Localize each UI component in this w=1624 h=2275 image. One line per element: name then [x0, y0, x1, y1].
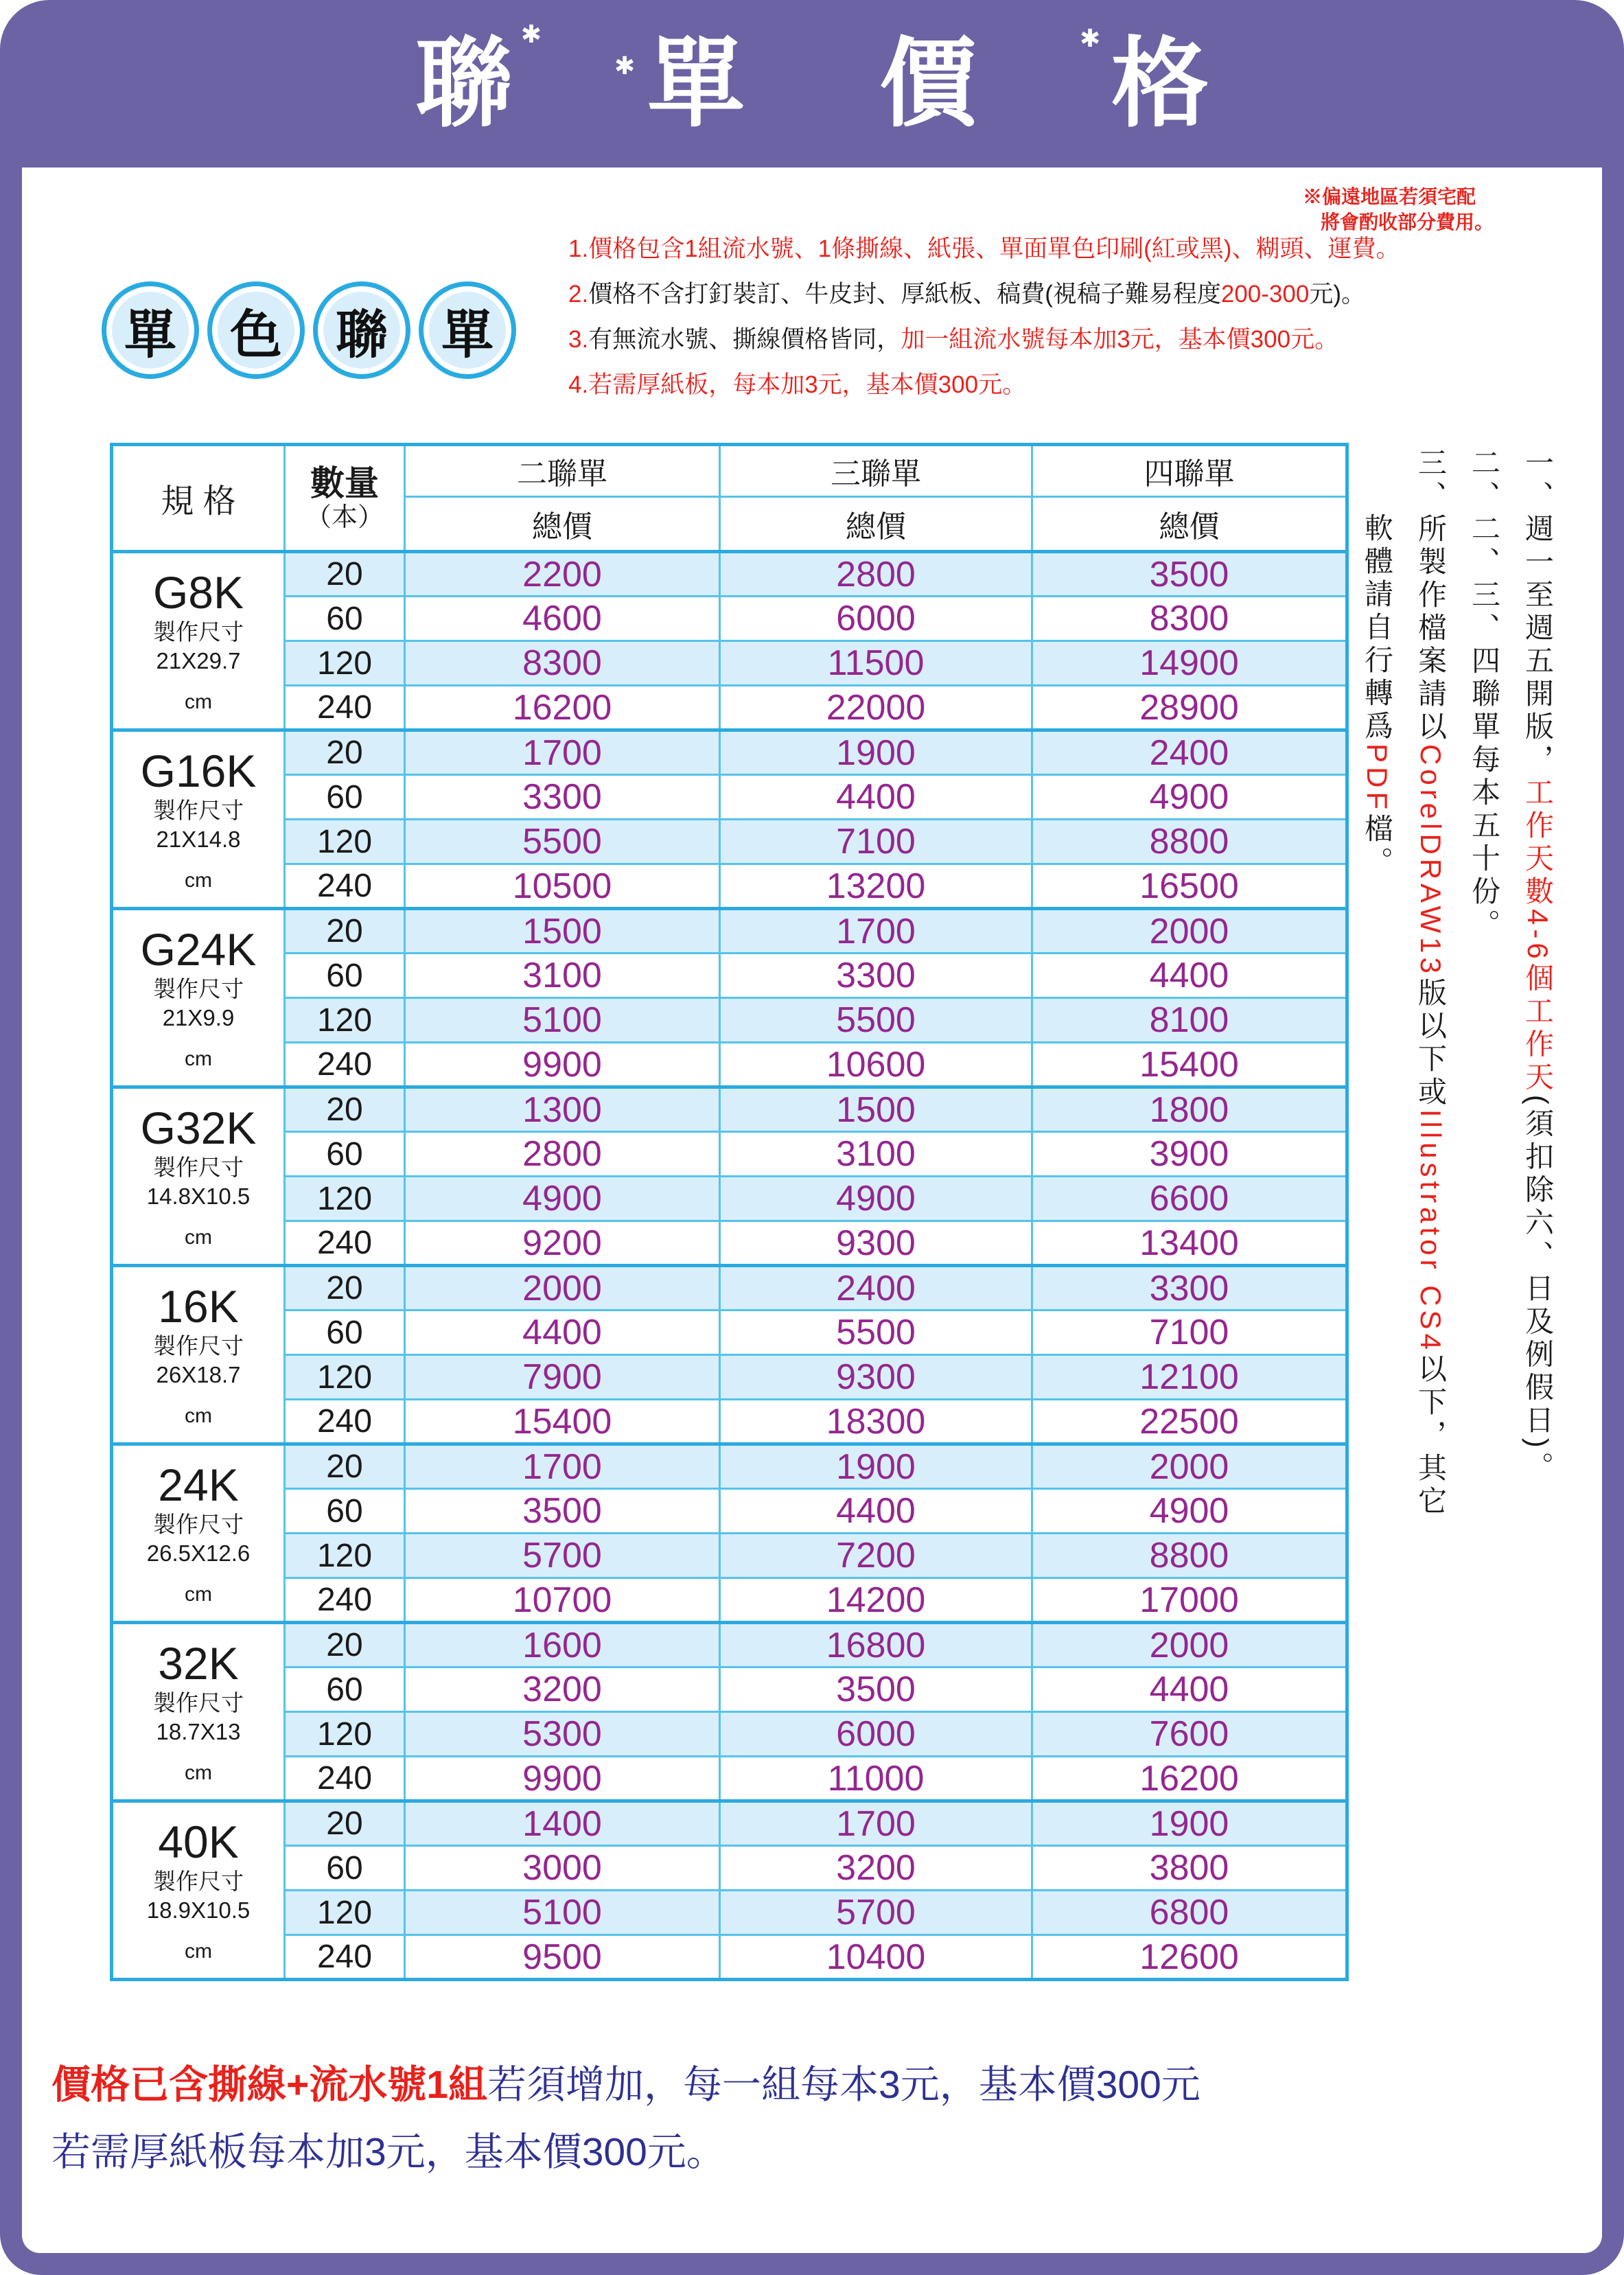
spec-cell: [112, 1444, 285, 1623]
qty-cell: 240: [285, 1578, 405, 1623]
price-cell: 7600: [1032, 1712, 1347, 1757]
price-cell: 3000: [405, 1846, 720, 1891]
price-cell: 6600: [1032, 1177, 1347, 1221]
price-cell: 2000: [1032, 1444, 1347, 1489]
qty-cell: 60: [285, 1846, 405, 1891]
spec-section-32k: [112, 1623, 1347, 1801]
spec-section-16k: [112, 1266, 1347, 1444]
side-note-1: [1511, 448, 1564, 1745]
side-note-highlight: PDF: [1361, 743, 1393, 813]
spec-size: 18.9X10.5: [146, 1897, 251, 1923]
footer-line-1: [51, 2051, 1200, 2118]
note-text-highlight: 加一組流水號每本加3元，基本價300元。: [901, 326, 1339, 353]
spec-size-label: 製作尺寸: [153, 1689, 244, 1716]
spec-name: G24K: [140, 923, 257, 975]
badge-circle: [207, 281, 305, 379]
note-line-4: [568, 362, 1529, 408]
spec-size: 18.7X13: [156, 1718, 241, 1744]
side-note-3: [1404, 448, 1457, 1745]
price-cell: 3300: [405, 775, 720, 820]
badge-circle: [313, 281, 410, 379]
price-cell: 7100: [720, 820, 1032, 864]
table-row: [112, 1712, 1347, 1757]
table-row: [112, 1891, 1347, 1935]
spec-name: 32K: [158, 1637, 239, 1689]
price-cell: 1500: [720, 1087, 1032, 1132]
title-char-text: 格: [1111, 30, 1209, 139]
price-cell: 4900: [1032, 1489, 1347, 1534]
price-cell: 1600: [405, 1623, 720, 1667]
table-row: [112, 552, 1347, 597]
table-row: [112, 1087, 1347, 1132]
price-cell: 4400: [1032, 954, 1347, 998]
price-cell: 4900: [405, 1177, 720, 1221]
spec-size-label: 製作尺寸: [153, 1332, 244, 1359]
qty-cell: 60: [285, 775, 405, 820]
note-line-2: [568, 272, 1529, 317]
spec-name: 40K: [158, 1816, 239, 1867]
table-row: [112, 1400, 1347, 1444]
price-cell: 11000: [720, 1757, 1032, 1801]
price-cell: 22000: [720, 686, 1032, 730]
qty-cell: 240: [285, 1935, 405, 1980]
price-cell: 12600: [1032, 1935, 1347, 1980]
spec-section-g24k: [112, 909, 1347, 1087]
price-cell: 7900: [405, 1355, 720, 1400]
table-row: [112, 1935, 1347, 1980]
qty-cell: 240: [285, 1221, 405, 1266]
spec-unit: cm: [185, 868, 212, 892]
category-badges: [102, 281, 516, 379]
price-cell: 3100: [720, 1132, 1032, 1177]
price-cell: 2400: [1032, 730, 1347, 775]
qty-cell: 240: [285, 1400, 405, 1444]
qty-cell: 20: [285, 909, 405, 954]
footer-text: 若須增加，每一組每本3元，基本價300元: [487, 2063, 1200, 2107]
table-row: [112, 775, 1347, 820]
qty-cell: 20: [285, 1087, 405, 1132]
spec-name: 24K: [158, 1459, 239, 1510]
table-row: [112, 864, 1347, 909]
price-cell: 9900: [405, 1043, 720, 1087]
price-cell: 3200: [405, 1667, 720, 1712]
badge-char: 單: [441, 305, 494, 365]
qty-header-text: 數量: [310, 463, 379, 503]
note-line-1: [568, 227, 1529, 272]
price-cell: 3500: [720, 1667, 1032, 1712]
title-char: [1080, 24, 1209, 139]
badge-char: 單: [124, 305, 176, 365]
table-row: [112, 1623, 1347, 1667]
price-cell: 9200: [405, 1221, 720, 1266]
price-cell: 13200: [720, 864, 1032, 909]
spec-size: 21X14.8: [156, 826, 241, 852]
price-cell: 6000: [720, 597, 1032, 641]
table-row: [112, 1177, 1347, 1221]
price-cell: 11500: [720, 641, 1032, 686]
spec-section-24k: [112, 1444, 1347, 1623]
spec-section-g32k: [112, 1087, 1347, 1266]
table-row: [112, 1221, 1347, 1266]
qty-cell: 120: [285, 1177, 405, 1221]
table-row: [112, 1667, 1347, 1712]
spec-size: 26.5X12.6: [146, 1540, 251, 1566]
qty-cell: 120: [285, 1712, 405, 1757]
table-row: [112, 1801, 1347, 1846]
side-note-3-continued: [1351, 448, 1403, 1745]
price-cell: 2000: [1032, 1623, 1347, 1667]
qty-cell: 240: [285, 1757, 405, 1801]
page-title: [0, 19, 1624, 150]
spec-unit: cm: [185, 1582, 212, 1606]
note-text-highlight: 200-300: [1220, 281, 1310, 308]
spec-size: 21X9.9: [162, 1004, 235, 1030]
spec-cell: [112, 1087, 285, 1266]
table-row: [112, 1310, 1347, 1355]
price-cell: 3300: [1032, 1266, 1347, 1310]
table-row: [112, 686, 1347, 730]
price-cell: 8300: [405, 641, 720, 686]
qty-cell: 120: [285, 998, 405, 1043]
title-char: [614, 30, 745, 139]
price-cell: 16500: [1032, 864, 1347, 909]
table-row: [112, 730, 1347, 775]
price-cell: 8100: [1032, 998, 1347, 1043]
note-number: 2.: [568, 281, 589, 308]
table-row: [112, 909, 1347, 954]
side-note-highlight: Illustrator CS4: [1415, 1109, 1447, 1354]
qty-cell: 240: [285, 686, 405, 730]
side-note-text: 以下，其它: [1415, 1353, 1447, 1518]
side-note-highlight: CorelDRAW13: [1415, 744, 1447, 978]
price-cell: 2800: [405, 1132, 720, 1177]
remote-note-line2: 將會酌收部分費用。: [1321, 211, 1494, 233]
spec-header: 規 格: [112, 445, 285, 552]
spec-size: 26X18.7: [156, 1361, 241, 1387]
table-row: [112, 1266, 1347, 1310]
price-cell: 3300: [720, 954, 1032, 998]
price-cell: 5700: [720, 1891, 1032, 1935]
price-cell: 1400: [405, 1801, 720, 1846]
price-cell: 4900: [1032, 775, 1347, 820]
price-cell: 1800: [1032, 1087, 1347, 1132]
price-cell: 16800: [720, 1623, 1032, 1667]
table-row: [112, 1043, 1347, 1087]
note-text: 元)。: [1309, 281, 1365, 308]
price-cell: 5100: [405, 998, 720, 1043]
badge-circle: [419, 281, 516, 379]
note-text: 有無流水號、撕線價格皆同，: [588, 326, 901, 353]
title-char-text: 聯: [415, 30, 513, 139]
note-line-3: [568, 317, 1529, 362]
spec-size: 14.8X10.5: [146, 1183, 251, 1209]
side-note-text: 版以下或: [1415, 977, 1447, 1109]
side-note-2: [1458, 448, 1510, 1745]
price-cell: 2000: [405, 1266, 720, 1310]
price-cell: 4400: [1032, 1667, 1347, 1712]
price-cell: 4900: [720, 1177, 1032, 1221]
footer-line-2: [51, 2118, 1200, 2186]
qty-cell: 60: [285, 1667, 405, 1712]
spec-section-g16k: [112, 730, 1347, 909]
badge-char: 聯: [336, 305, 388, 365]
price-cell: 5500: [405, 820, 720, 864]
price-cell: 3100: [405, 954, 720, 998]
qty-cell: 60: [285, 1310, 405, 1355]
price-cell: 10700: [405, 1578, 720, 1623]
title-char-text: 價: [879, 30, 977, 139]
price-cell: 4600: [405, 597, 720, 641]
duplicate-col-header: 二聯單: [405, 445, 720, 497]
price-cell: 1700: [720, 1801, 1032, 1846]
price-cell: 12100: [1032, 1355, 1347, 1400]
qty-cell: 60: [285, 1132, 405, 1177]
spec-name: G8K: [152, 566, 244, 618]
price-cell: 16200: [1032, 1757, 1347, 1801]
table-row: [112, 1355, 1347, 1400]
side-note-text: 軟體請自行轉爲: [1361, 513, 1393, 743]
side-note-text: (須扣除六、日及例假日)。: [1522, 1094, 1554, 1485]
spec-cell: [112, 1623, 285, 1801]
price-table-header: [112, 445, 1347, 552]
price-cell: 5500: [720, 998, 1032, 1043]
price-cell: 9500: [405, 1935, 720, 1980]
price-cell: 28900: [1032, 686, 1347, 730]
spec-size-label: 製作尺寸: [153, 1511, 244, 1537]
price-cell: 2800: [720, 552, 1032, 597]
table-row: [112, 1534, 1347, 1578]
price-cell: 9300: [720, 1221, 1032, 1266]
note-number: 3.: [568, 326, 589, 353]
price-cell: 1900: [720, 1444, 1032, 1489]
spec-size-label: 製作尺寸: [153, 975, 244, 1002]
spec-name: 16K: [158, 1280, 239, 1332]
price-cell: 5100: [405, 1891, 720, 1935]
table-row: [112, 1444, 1347, 1489]
price-cell: 5300: [405, 1712, 720, 1757]
price-table: [110, 443, 1349, 1981]
price-cell: 18300: [720, 1400, 1032, 1444]
qty-cell: 60: [285, 597, 405, 641]
table-row: [112, 954, 1347, 998]
table-row: [112, 1846, 1347, 1891]
terms-notes: [568, 227, 1529, 408]
table-row: [112, 998, 1347, 1043]
qty-cell: 240: [285, 1043, 405, 1087]
price-cell: 3200: [720, 1846, 1032, 1891]
side-notes: [1349, 448, 1564, 1745]
qty-cell: 20: [285, 1623, 405, 1667]
spec-cell: [112, 552, 285, 730]
qty-header-unit: （本）: [305, 503, 384, 532]
price-cell: 15400: [405, 1400, 720, 1444]
price-cell: 10400: [720, 1935, 1032, 1980]
spec-cell: [112, 1266, 285, 1444]
side-note-highlight: 工作天數4-6個工作天: [1522, 777, 1554, 1095]
spec-unit: cm: [185, 1225, 212, 1249]
price-cell: 2000: [1032, 909, 1347, 954]
side-note-text: 檔。: [1361, 813, 1393, 879]
remote-note-line1: ※偏遠地區若須宅配: [1303, 186, 1476, 207]
price-cell: 1900: [1032, 1801, 1347, 1846]
price-cell: 22500: [1032, 1400, 1347, 1444]
table-row: [112, 1489, 1347, 1534]
price-cell: 10600: [720, 1043, 1032, 1087]
spec-size: 21X29.7: [156, 647, 241, 673]
price-cell: 16200: [405, 686, 720, 730]
sparkle-icon: ✱: [1080, 24, 1101, 52]
side-note-text: 二、二、三、四聯單每本五十份。: [1468, 448, 1500, 942]
qty-cell: 20: [285, 1801, 405, 1846]
sparkle-icon: ✱: [614, 51, 636, 80]
price-cell: 3500: [405, 1489, 720, 1534]
price-cell: 1500: [405, 909, 720, 954]
price-cell: 5500: [720, 1310, 1032, 1355]
price-cell: 6000: [720, 1712, 1032, 1757]
table-row: [112, 597, 1347, 641]
qty-cell: 20: [285, 1444, 405, 1489]
qty-cell: 20: [285, 1266, 405, 1310]
price-cell: 3800: [1032, 1846, 1347, 1891]
price-cell: 9300: [720, 1355, 1032, 1400]
side-note-text: 三、所製作檔案請以: [1415, 448, 1447, 744]
total-price-subheader: 總價: [720, 497, 1032, 552]
price-cell: 7100: [1032, 1310, 1347, 1355]
price-cell: 17000: [1032, 1578, 1347, 1623]
note-number: 4.: [568, 371, 589, 398]
table-row: [112, 820, 1347, 864]
title-char: [879, 30, 977, 139]
price-cell: 1700: [405, 1444, 720, 1489]
spec-unit: cm: [185, 1404, 212, 1427]
footer-highlight: 價格已含撕線+流水號1組: [51, 2063, 487, 2107]
qty-cell: 120: [285, 641, 405, 686]
spec-cell: [112, 1801, 285, 1980]
note-text: 價格包含1組流水號、1條撕線、紙張、單面單色印刷(紅或黑)、糊頭、運費。: [588, 235, 1400, 262]
spec-cell: [112, 909, 285, 1087]
spec-unit: cm: [185, 1761, 212, 1784]
price-cell: 14900: [1032, 641, 1347, 686]
price-cell: 8800: [1032, 820, 1347, 864]
triplicate-col-header: 三聯單: [720, 445, 1032, 497]
header-row: [112, 445, 1347, 497]
sparkle-icon: ✱: [520, 20, 542, 48]
spec-size-label: 製作尺寸: [153, 1154, 244, 1180]
price-cell: 7200: [720, 1534, 1032, 1578]
qty-cell: 60: [285, 1489, 405, 1534]
price-cell: 4400: [720, 775, 1032, 820]
spec-unit: cm: [185, 1939, 212, 1963]
price-cell: 14200: [720, 1578, 1032, 1623]
price-cell: 5700: [405, 1534, 720, 1578]
title-char: [415, 20, 542, 139]
price-cell: 3900: [1032, 1132, 1347, 1177]
badge-char: 色: [230, 305, 282, 365]
spec-size-label: 製作尺寸: [153, 1868, 244, 1894]
price-cell: 1700: [405, 730, 720, 775]
price-cell: 1300: [405, 1087, 720, 1132]
table-row: [112, 1578, 1347, 1623]
note-number: 1.: [568, 235, 589, 262]
qty-cell: 240: [285, 864, 405, 909]
spec-unit: cm: [185, 690, 212, 713]
price-cell: 6800: [1032, 1891, 1347, 1935]
price-cell: 4400: [405, 1310, 720, 1355]
spec-size-label: 製作尺寸: [153, 797, 244, 823]
qty-header: [285, 445, 405, 552]
qty-cell: 20: [285, 552, 405, 597]
price-cell: 2200: [405, 552, 720, 597]
price-cell: 8300: [1032, 597, 1347, 641]
quadruplicate-col-header: 四聯單: [1032, 445, 1347, 497]
spec-size-label: 製作尺寸: [153, 619, 244, 645]
side-note-text: 一、週一至週五開版，: [1522, 448, 1554, 777]
spec-unit: cm: [185, 1047, 212, 1070]
price-cell: 13400: [1032, 1221, 1347, 1266]
price-cell: 3500: [1032, 552, 1347, 597]
table-row: [112, 1757, 1347, 1801]
table-row: [112, 641, 1347, 686]
qty-cell: 20: [285, 730, 405, 775]
spec-section-40k: [112, 1801, 1347, 1980]
spec-section-g8k: [112, 552, 1347, 730]
footer-text: 若需厚紙板每本加3元，基本價300元。: [51, 2130, 726, 2174]
qty-cell: 120: [285, 1891, 405, 1935]
qty-cell: 120: [285, 820, 405, 864]
qty-cell: 60: [285, 954, 405, 998]
note-text: 若需厚紙板，每本加3元，基本價300元。: [588, 371, 1027, 398]
qty-cell: 120: [285, 1355, 405, 1400]
price-cell: 8800: [1032, 1534, 1347, 1578]
total-price-subheader: 總價: [405, 497, 720, 552]
price-cell: 2400: [720, 1266, 1032, 1310]
footer-summary: [51, 2051, 1200, 2186]
total-price-subheader: 總價: [1032, 497, 1347, 552]
price-cell: 1900: [720, 730, 1032, 775]
title-char-text: 單: [647, 30, 745, 139]
badge-circle: [102, 281, 199, 379]
table-row: [112, 1132, 1347, 1177]
price-cell: 9900: [405, 1757, 720, 1801]
spec-name: G32K: [140, 1102, 257, 1153]
spec-name: G16K: [140, 745, 257, 796]
qty-cell: 120: [285, 1534, 405, 1578]
price-cell: 1700: [720, 909, 1032, 954]
spec-cell: [112, 730, 285, 909]
price-cell: 10500: [405, 864, 720, 909]
note-text: 價格不含打釘裝訂、牛皮封、厚紙板、稿費(視稿子難易程度: [588, 281, 1221, 308]
price-cell: 4400: [720, 1489, 1032, 1534]
price-cell: 15400: [1032, 1043, 1347, 1087]
